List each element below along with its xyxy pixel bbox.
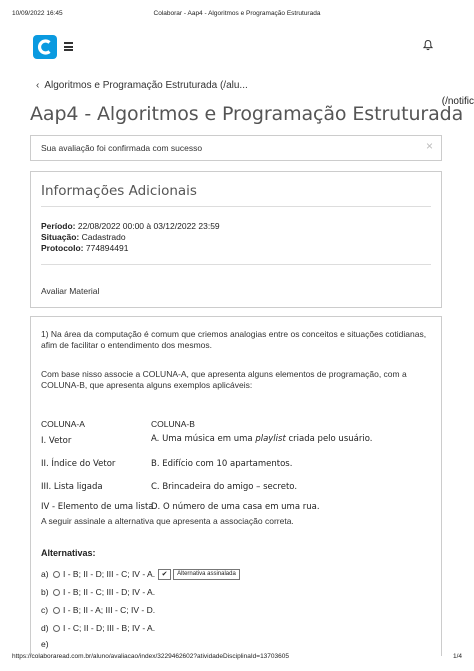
page-title: Aap4 - Algoritmos e Programação Estruturada bbox=[30, 103, 464, 125]
selected-badge: Alternativa assinalada bbox=[173, 569, 240, 580]
alert-message: Sua avaliação foi confirmada com sucesso bbox=[41, 143, 203, 153]
radio-icon[interactable] bbox=[53, 571, 60, 578]
info-details bbox=[41, 221, 220, 254]
col-a-header: COLUNA-A bbox=[41, 419, 85, 429]
notifications-link[interactable]: (/notific bbox=[441, 96, 474, 107]
alternative-e[interactable]: e) bbox=[41, 639, 49, 649]
alternative-c[interactable]: c) I - B; II - A; III - C; IV - D. bbox=[41, 605, 156, 615]
top-bar bbox=[30, 30, 444, 64]
print-footer bbox=[12, 653, 462, 665]
divider bbox=[41, 264, 431, 265]
col-a-item: I. Vetor bbox=[41, 436, 72, 446]
alternative-b[interactable]: b) I - B; II - C; III - D; IV - A. bbox=[41, 587, 156, 597]
col-b-item: D. O número de uma casa em uma rua. bbox=[151, 502, 320, 512]
protocolo-line: Protocolo: 774894491 bbox=[41, 243, 129, 253]
alternatives-title: Alternativas: bbox=[41, 548, 96, 558]
col-a-item: III. Lista ligada bbox=[41, 482, 103, 492]
avaliar-material-link[interactable]: Avaliar Material bbox=[41, 286, 100, 296]
question-intro: 1) Na área da computação é comum que criemos analogias entre os conceitos e situações cotidianas, afim de facilitar o entendimento dos mesmos. bbox=[41, 329, 427, 350]
print-date: 10/09/2022 16:45 bbox=[12, 10, 63, 17]
col-b-header: COLUNA-B bbox=[151, 419, 195, 429]
question-card bbox=[30, 316, 442, 656]
bell-icon[interactable] bbox=[422, 38, 434, 50]
colaborar-logo-icon[interactable] bbox=[33, 35, 57, 59]
periodo-line: Período: 22/08/2022 00:00 à 03/12/2022 23:59 bbox=[41, 221, 220, 231]
col-a-item: IV - Elemento de uma lista bbox=[41, 502, 154, 512]
info-title: Informações Adicionais bbox=[41, 183, 197, 199]
alternative-a[interactable]: a) I - B; II - D; III - C; IV - A. ✔ Alternativa assinalada bbox=[41, 569, 240, 580]
info-card bbox=[30, 171, 442, 308]
col-b-item: C. Brincadeira do amigo – secreto. bbox=[151, 482, 298, 492]
hamburger-menu-icon[interactable] bbox=[64, 42, 73, 51]
check-icon: ✔ bbox=[158, 569, 171, 580]
col-a-item: II. Índice do Vetor bbox=[41, 459, 116, 469]
success-alert bbox=[30, 135, 442, 161]
print-title: Colaborar - Aap4 - Algoritmos e Programação Estruturada bbox=[153, 10, 321, 17]
col-b-item: B. Edifício com 10 apartamentos. bbox=[151, 459, 293, 469]
question-instruction: A seguir assinale a alternativa que apresenta a associação correta. bbox=[41, 516, 294, 526]
alternative-d[interactable]: d) I - C; II - D; III - B; IV - A. bbox=[41, 623, 156, 633]
breadcrumb-label[interactable]: Algoritmos e Programação Estruturada (/alu... bbox=[44, 80, 248, 91]
print-header bbox=[12, 10, 462, 22]
radio-icon[interactable] bbox=[53, 625, 60, 632]
print-url: https://colaboraread.com.br/aluno/avaliacao/index/3229462602?atividadeDisciplinaId=13703605 bbox=[12, 653, 289, 660]
breadcrumb[interactable] bbox=[36, 80, 248, 91]
question-prompt: Com base nisso associe a COLUNA-A, que apresenta alguns elementos de programação, com a COLUNA-B, que apresenta alguns exemplos aplicáveis: bbox=[41, 369, 407, 390]
chevron-left-icon: ‹ bbox=[36, 80, 40, 91]
radio-icon[interactable] bbox=[53, 589, 60, 596]
divider bbox=[41, 206, 431, 207]
col-b-item: A. Uma música em uma playlist criada pelo usuário. bbox=[151, 434, 373, 444]
print-page-number: 1/4 bbox=[452, 653, 462, 660]
situacao-line: Situação: Cadastrado bbox=[41, 232, 126, 242]
close-icon[interactable]: × bbox=[425, 139, 433, 153]
radio-icon[interactable] bbox=[53, 607, 60, 614]
